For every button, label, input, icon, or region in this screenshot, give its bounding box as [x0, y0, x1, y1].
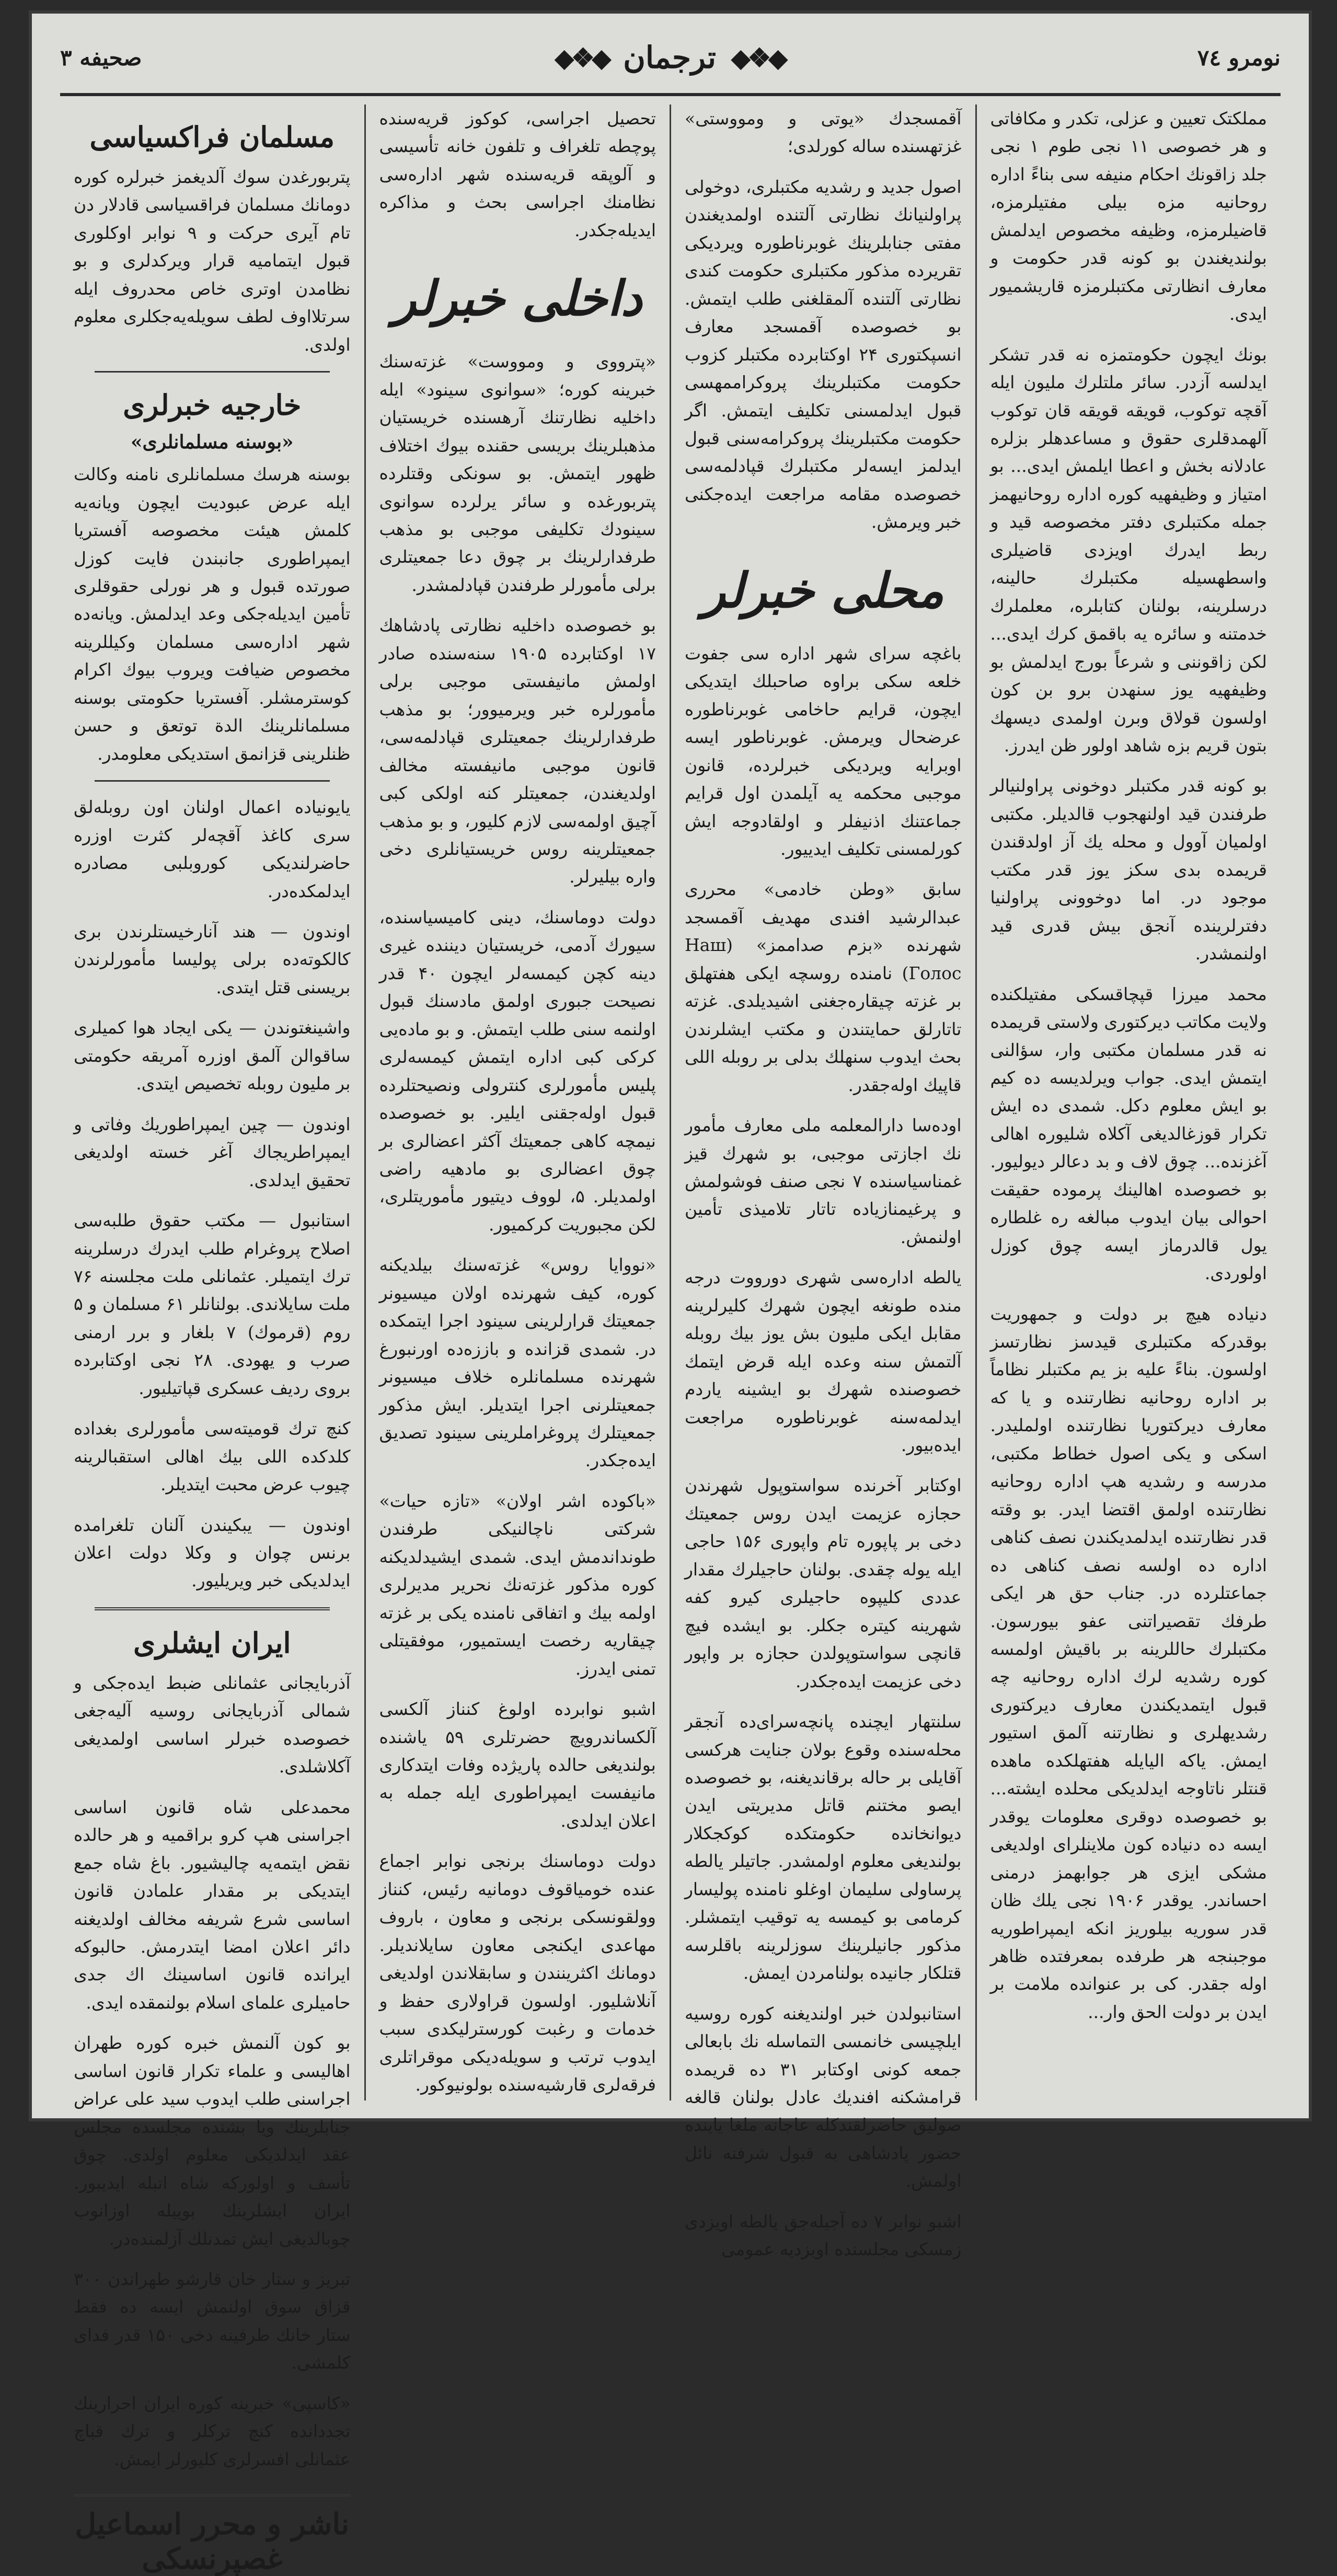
- news-item: اوده‌سا دارالمعلمه ملی معارف مأمور نك اجازتی موجبی، بو شهرك قیز غمناسیاسنده ۷ نجی صنف فوشولمش و پرغیمنازیاده تاتار تلامیذی تأمین اولنمش.: [685, 1115, 962, 1247]
- article-paragraph: بونك ایچون حکومتمزه نه قدر تشکر ایدلسه آزدر. سائر ملتلرك ملیون ایله آقچه توکوب، قویقه قویقه قان توکوب آلهمدقلری حقوق و مساعدهلر بزلره عادلانه بخش و اعطا ایلمش ایدی... بو امتیاز و وظیفهیه کوره اداره روحانیهمز جمله مکتبلری دفتر مخصوصه قید و ربط ایدرك اویزدی قاضیلری واسطهسیله مکتبلرك حالینه، درسلرینه، بولنان کتابلره، معلملرك خدمتنه و سائره یه باقمق کرك ایدی... لکن زاقوننی و شرعاً بورج ایدلمش بو وظیفهیه یوز سنهدن برو بن کون اولسون قولاق وبرن اولمدی دیسهك بتون قریم بزه شاهد اولور ظن ایدرز.: [990, 344, 1267, 756]
- news-item: «پترووی و ومووست» غزته‌سنك خبرینه کوره؛ «سوانوی سینود» ایله داخلیه نظارتنك آرهسنده خریستیان مذهبلرینك بریسی حقنده بیوك اختلاف ظهور ایتمش. بو سونکی وقتلرده پتربورغده و سائر یرلرده سوانوی سینودك تکلیفی موجبی بو مذهب طرفدارلرینك بر چوق دعا جمعیتلری برلی مأمورلر طرفندن قپادلمشدر.: [379, 351, 656, 595]
- article-paragraph: مملکتک تعیین و عزلی، تکدر و مکافاتی و هر خصوصی ۱۱ نجی طوم ۱ نجی جلد زاقونك احکام منیفه سی بناءً اداره روحانیه مزه بیلی مفتیلرمزه، قاضیلرمزه، وظیفه مخصوص ایدلمش بولندیغندن بو کونه قدر حکومت و معارف انظارتی مکتبلرمزه قاریشمیور ایدی.: [990, 108, 1267, 324]
- news-item: یالطه اداره‌سی شهری دورووت درجه منده طونغه ایچون شهرك کلیرلرینه مقابل ایکی ملیون بش یوز بیك روبله آلتمش سنه وعده ایله قرض ایتمك خصوصنده شهرك بو ایشینه یاردم ایدلمه‌سنه غوبرناطوره مراجعت ایده‌بیور.: [685, 1267, 962, 1456]
- news-item: «نووایا روس» غزته‌سنك بیلدیکنه کوره، کیف شهرنده اولان میسیونر جمعیتك قرارلرینی سینود اجرا ایتمکده در. شمدی قزانده و باززه‌ده اورنبورغ شهرنده مسلمانلره خلاف میسیونر جمعیتلرنی اجرا ایتدیلر. ایش مذکور جمعیتلرك پروغراملرینی سینود تصدیق ایده‌جکدر.: [379, 1255, 656, 1471]
- article-paragraph: تحصیل اجراسی، کوکوز قریه‌سنده پوچطه تلغراف و تلفون خانه تأسیسی و آلوپقه قریه‌سنده شهر اداره‌سی نظامنك اجراسی بحث و مذاکره ایدیله‌جکدر.: [379, 108, 656, 240]
- article-paragraph: محمد میرزا قپچاقسکی مفتیلکنده ولایت مکاتب دیرکتوری ولاستی قریمده نه قدر مسلمان مکتبی وار، سؤالنی ایتمش ایدی. جواب ویرلدیسه ده کیم بو ایش معلوم دکل. شمدی ده ایش تکرار قوزغالدیغی آکلاه شلیوره اهالی آغزنده... چوق لاف و بد دعالر دیولیور. بو خصوصده اهالینك پرموده حقیقت احوالی بیان ایدوب مبالغه ره غلطاره یول قالدرماز ایسه چوق کوزل اولوردی.: [990, 983, 1267, 1284]
- issue-number: نومرو ٧٤: [1197, 44, 1281, 71]
- news-item: استانبولدن خبر اولندیغنه کوره روسیه ایلچیسی خانمسی التماسله نك بابعالی جمعه کونی اوکتابر ۳۱ ده قریمده قرامشکنه افندیك عادل بولنان قالغه صولیق حاضرلقندکله عاجانه ملغا یاینده حضور پادشاهی به قبول شرفنه نائل اولمش.: [685, 2003, 962, 2191]
- section-heading-foreign-news: خارجیه خبرلری: [123, 388, 302, 422]
- page-number: صحيفه ٣: [60, 44, 142, 71]
- masthead-title: ترجمان: [623, 40, 717, 75]
- article-paragraph: دنیاده هیچ بر دولت و جمهوریت بوقدرکه مکتبلری قیدسز نظارتسز اولسون. بناءً علیه بز یم مکتبلر نظاماً بر اداره روحانیه نظارتنده و یا که معارف دیرکتوریا نظارتنده اولملیدر. اسکی و یکی اصول خطاط مکتبی، مدرسه و رشدیه هپ اداره روحانیه نظارتنده اولمق اقتضا ایدر. بو وقته قدر نظارتنده ایدلمدیکندن نصف کناهی اداره ده اولسه نصف کناهی ده جماعتلرده در. جناب حق هر ایکی طرفك تقصیراتنی عفو بیورسون. مکتبلرك حاللرینه بر باقیش اولمسه کوره رشدیه لرك اداره روحانیه چه قبول ایتمدیکندن معارف دیرکتوری رشدیهلری و نظارتنه آلمق استیور ایمش. یاکه الیایله هفتهلکده ماهده قنتلر ناتاوجه ایدلدیکی محلده ایشته... بو خصوصده دوقری معلومات یوقدر ایسه ده دنیاده کون ملاینلرای اولدیغی مشکی ایزی هر جوابهمز درمنی احساندر. یوقدر ۱۹۰۶ نجی یلك ظان قدر سوریه بیلوریز انکه ایمپراطوریه موجبنجه هر طرفده بمعرفتده ظاهر اوله جقدر. کی بر عنوانده ملامت بر ایدن بر دولت الحق وار...: [990, 1303, 1267, 2022]
- news-item: یایونیاده اعمال اولنان اون روبله‌لق سری کاغذ آقچه‌لر کثرت اوزره حاضرلندیکی کوروبلبی مصادره ایدلمکده‌در.: [74, 797, 351, 901]
- section-heading-local-news: محلی خبرلر: [702, 562, 944, 619]
- article-paragraph: اصول جدید و رشدیه مکتبلری، دوخولی پراولنیانك نظارتی آلتنده اولمدیغندن مفتی جنابلرینك غوبرناطوره ویردیکی تقریرده مذکور مکتبلری حکومت کندی نظارتی آلتنده آلمقلغنی طلب ایتمش. بو خصوصده آقمسجد معارف انسپکتوری ۲۴ اوکتابرده مکتبلر کزوب حکومت مکتبلرینك پروکراممهسی قبول ایدلمسنی تکلیف ایتمش. اگر حکومت مکتبلرینك پروکرامه‌سنی قبول ایدلمز ایسه‌لر مکتبلرك قپادلمه‌سی خصوصده مقامه مراجعت ایده‌جکنی خبر ویرمش.: [685, 176, 962, 532]
- article-paragraph: پتربورغدن سوك آلدیغمز خبرلره کوره دومانك مسلمان فراقسیاسی قادلار دن تام آیری حرکت و ۹ نوابر اوکلوری قبول ایتمامیه قرار ویرکدلری و بو نظامدن اوتری خاص محدروف ایله سرتلااوف لطف سویله‌یه‌جکلری معلوم اولدی.: [74, 167, 351, 355]
- newspaper-page: [29, 10, 1312, 2576]
- news-item: دولت دوماسنك برنجی نوابر اجماع عنده خومیاقوف دومانیه رئیس، کنناز وولقونسکی برنجی و معاون ، باروف مهاعدی ایکنجی معاون سایلاندیلر. دومانك اکثرینندن و سابقلاندن اولدیغی آنلاشلیور. اولسون قراولاری حفظ و خدمات و رغبت کورسترلیکدی سبب ایدوب ترتب و سویله‌دیکی موقراتلری فرقه‌لری قارشیه‌سنده بولونیوکور.: [379, 1851, 656, 2095]
- column-4: [60, 105, 364, 2576]
- ornament-left-icon: ◆❖◆: [731, 42, 785, 73]
- news-item: اوندون — چین ایمپراطوریك وفاتی و ایمپراطریجاك آغر خسته اولدیغی تحقیق ایدلدی.: [74, 1113, 351, 1190]
- news-item: دولت دوماسنك، دینی کامیسیاسنده، سیورك آدمی، خریستیان دیننده غیری دینه کچن کیمسه‌لر ایچون ۴۰ قدر نصیحت جبوری اولمق مادسنك قبول اولنمه سنی طلب ایتمش. و بو ماده‌یی کرکی کبی اداره ایتمش کیمسه‌لری پلیس مأمورلری کنترولی ونصیحتلرده قبول اوله‌جقنی ایلیر. بو خصوصده نیمچه کاهی جمعیتك آکثر اعضالری بر چوق اعضالری بو مادهیه راضی اولمدیلر. ۵، لووف دیتیور مأموریتلری، لکن مجبوریت کرکمیور.: [379, 907, 656, 1235]
- news-item: اوندون — هند آنارخیستلرندن بری کالکوته‌ده برلی پولیسا مأمورلرندن بریسنی قتل ایتدی.: [74, 921, 351, 997]
- section-heading-iran-affairs: ایران ایشلری: [133, 1626, 291, 1660]
- section-heading-domestic-news: داخلی خبرلر: [393, 270, 642, 327]
- news-item: «کاسپی» خبرینه کوره ایران احرارینك تجددانده کنچ ترکلر و ترك قباچ عثمانلی افسرلری کلیورلر ایمش.: [74, 2393, 351, 2469]
- subheading-bosnia: «بوسنه مسلمانلری»: [130, 431, 294, 454]
- divider: [95, 780, 330, 782]
- article-paragraph: بوسنه هرسك مسلمانلری نامنه وکالت ایله عرض عبودیت ایچون ویانه‌یه کلمش هیئت مخصوصه آفستریا ایمپراطوری جانبندن فایت کوزل صورتده قبول و هر نورلی حقوقلری تأمین ایدیله‌جکی وعد ایدلمش. ویانه‌ده شهر اداره‌سی مسلمان وکیللرینه مخصوص ضیافت ویروب بیوك اکرام کوسترمشلر. آفستریا حکومتی بوسنه مسلمانلرینك الدة توتعق و حسن ظنلرینی قزانمق استدیکی معلومدر.: [74, 464, 351, 764]
- page-header: [60, 26, 1281, 89]
- news-item: «باکوده اشر اولان» «تازه حیات» شرکتی ناچالنیکی طرفندن طونداندمش ایدی. شمدی ایشیدلدیکنه کوره مذکور غزته‌نك نحریر مدیرلری اولمه بیك و اتفاقی نامنده یکی بر غزته چیقاریه رخصت ایستمیور، موفقیتلی تمنی ایدرز.: [379, 1490, 656, 1679]
- news-item: بو خصوصده داخلیه نظارتی پادشاهك ۱۷ اوکتابرده ۱۹۰۵ سنه‌سنده صادر اولمش مانیفستی موجبی برلی مأمورلره خبر ویرمیوور؛ بو مذهب طرفدارلرینك جمعیتلری قپادلمه‌سی، قانون موجبی مانیفسته مخالف اولدیغندن، جمعیتلر کنه اولکی کبی آچیق اولمه‌سی لازم کلیور، و بو مذهب جمعیتلرینه روس خریستیانلری دخی واره بیلیرلر.: [379, 615, 656, 887]
- masthead: [555, 40, 785, 75]
- news-item: اشبو نوابرده اولوغ کنناز آلکسی آلکساندرویچ حضرتلری ۵۹ یاشنده بولندیغی حالده پاریژده وفات ایتدکاری مانیفست ایمپراطوری ایله جمله به اعلان ایدلدی.: [379, 1699, 656, 1831]
- section-heading-muslim-faction: مسلمان فراکسیاسی: [89, 120, 335, 154]
- news-item: اشبو نوابر ۷ ده آجیله‌جق یالطه اویزدی زمسکی مجلسنده اویزدیه عمومی: [685, 2211, 962, 2260]
- publisher-footer: ناشر و محرر اسماعیل غصپرنسکی: [74, 2494, 351, 2576]
- news-item: اوکتابر آخرنده سواستوپول شهرندن حجازه عزیمت ایدن روس جمعیتك دخی بر پاپوره تام واپوری ۱۵۶ حاجی ایله یوله چقدی. بولنان حاجیلرك مقدار عددی کلیپوه حاجیلری کیرو کفه شهرینه کیتره جکلر. بو ایشده فیچ قانچی سواستوپولدن حجازه بر واپور دخی عزیمت ایده‌جکدر.: [685, 1475, 962, 1691]
- column-3: [364, 105, 670, 2101]
- columns: [60, 105, 1281, 2576]
- article-paragraph: آقمسجدك «یوتی و ومووستی» غزتهسنده ساله کورلدی؛: [685, 108, 962, 157]
- header-rule: [60, 93, 1281, 96]
- news-item: آذربایجانی عثمانلی ضبط ایده‌جکی و شمالی آذربایجانی روسیه آلیه‌جغی خصوصده خبرلر اساسی اولمدیغی آکلاشلدی.: [74, 1672, 351, 1777]
- article-paragraph: بو کونه قدر مکتبلر دوخونی پراولنیالر طرفندن قید اولنهجوب قالدیلر. مکتبی اولمیان آوول و محله یك آز اولدقندن قریمده بدی سکز یوز قدر مکتب موجود در. اما دوخوونی پراولنیا دفترلرینده آنجق بیش قدری قید اولنمشدر.: [990, 775, 1267, 964]
- news-item: سابق «وطن خادمی» محرری عبدالرشید افندی مهدیف آقمسجد شهرنده «بزم صداممز» (Наш Голос) نامنده روسچه ایکی هفتهلق بر غزته چیقاره‌جغنی اشیدیلدی. غزته تاتارلق حمایتندن و مکتب ایشلرندن بحث ایدوب سنهلك بدلی بر روبله اللی قاپیك اوله‌جقدر.: [685, 879, 962, 1095]
- news-item: واشینغتوندن — یکی ایجاد هوا کمیلری ساقوالن آلمق اوزره آمریقه حکومتی بر ملیون روبله تخصیص ایتدی.: [74, 1017, 351, 1094]
- column-1: [975, 105, 1281, 2101]
- ornament-right-icon: ◆❖◆: [554, 42, 609, 73]
- news-item: استانبول — مکتب حقوق طلبه‌سی اصلاح پروغرام طلب ایدرك درسلرینه ترك ایتمیلر. عثمانلی ملت مجلسنه ۷۶ ملت سایلاندی. بولنانلر ۶۱ مسلمان و ۵ روم (قرموك) ۷ بلغار و برر ارمنی صرب و یهودی. ۲۸ نجی اوکتابرده بروی ردیف عسکری قپاتیلیور.: [74, 1210, 351, 1398]
- news-item: سلنتهار ایچنده پانچه‌سرای‌ده آنجقر محله‌سنده وقوع بولان جنایت هرکسی آقایلی بر حاله برقاندیغنه، بو خصوصده ایصو مختنم قاتل مدیریتی ایدن دیوانخانده حکومتکده کوکجکلار بولندیغی معلوم اولمشدر. جاتیلر یالطه پرساولی سلیمان اوغلو نامنده پولیسار کرمامی بو کیمسه یه توقیب ایتمشلر. مذکور جانیلرینك سوزلرینه باقلرسه قتلکار جانیده بولنامردن ایمش.: [685, 1711, 962, 1983]
- news-item: اوندون — یبکیندن آلنان تلغرامده برنس چوان و وکلا دولت اعلان ایدلدیکی خبر ویریلیور.: [74, 1514, 351, 1591]
- divider: [95, 371, 330, 373]
- news-item: بو کون آلنمش خبره کوره طهران اهالیسی و علماء تکرار قانون اساسی اجراسنی طلب ایدوب سید علی عراض جنابلرینك ویا بشنده مجلسده مجلس عقد ایدلدیکی معلوم اولدی. چوق تأسف و اولورکه شاه اتبله ایدیبور. ایران ایشلرینك بوییله اوزانوب چوبالدیغی ایش تمدنلك آزلمنده‌در.: [74, 2033, 351, 2249]
- news-item: باغچه سرای شهر اداره سی جفوت خلعه سکی براوه صاحبلك ایتدیکی ایچون، قرایم حاخامی غوبرناطوره عرضحال ویرمش. غوبرناطور ایسه اوبرایه ویردیکی خبرلرده، قانون موجبی محکمه یه آیلمدن اول قرایم جماعتنك اذنیفلر و اولقادوجه ایش کورلمسنی تکلیف ایدییور.: [685, 643, 962, 859]
- column-2: [670, 105, 975, 2260]
- news-item: تبریز و ستار خان قارشو طهراندن ۳۰۰ قزاق سوق اولنمش ایسه ده فقط ستار خانك طرفینه دخی ۱۵۰ قدر فدای کلمشی.: [74, 2269, 351, 2373]
- news-item: کنچ ترك قومیته‌سی مأمورلری بغداده کلدکده اللی بیك اهالی استقبالرینه چیوب عرض محبت ایتدیلر.: [74, 1418, 351, 1495]
- news-item: محمدعلی شاه قانون اساسی اجراسنی هپ کرو براقمیه و هر حالده نقض ایتمه‌یه چالیشیور. باغ شاه جمع ایتدیکی بر مقدار علمادن قانون اساسی شرع شریفه مخالف اولدیغنه دائر اعلان امضا ایتدرمش. حالبوکه ایرانده قانون اساسینك اك جدی حامیلری علمای اسلام بولنمقده ایدی.: [74, 1796, 351, 2013]
- divider: [95, 1607, 330, 1610]
